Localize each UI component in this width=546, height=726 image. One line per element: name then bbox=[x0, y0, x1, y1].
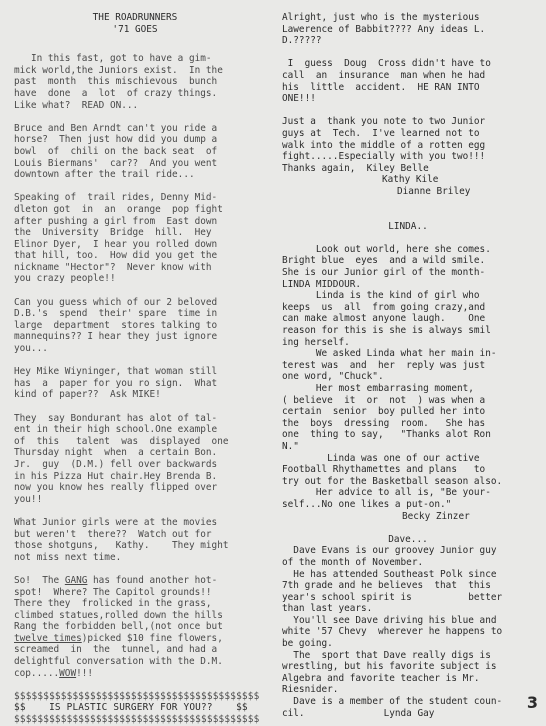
heading-subtitle: '71 GOES bbox=[112, 23, 158, 35]
paragraph-lawerence: Alright, just who is the mysterious Lawerence of Babbit???? Any ideas L. D.????? bbox=[282, 12, 486, 47]
signature-becky: Becky Zinzer bbox=[402, 510, 470, 522]
paragraph-thank-you: Just a thank you note to two Junior guys at Tech. I've learned not to walk into the middle of a rotten egg fight.....Especially with you two!!! Thanks again, Kiley Belle bbox=[282, 116, 486, 174]
paragraph-mannequins: Can you guess which of our 2 beloved D.B.'s spend their' spare time in large department stores talking to mannequins?? I hear they just ignore you... bbox=[14, 296, 218, 355]
paragraph-doug-cross: I guess Doug Cross didn't have to call an insurance man when he had his little accident. HE RAN INTO ONE!!! bbox=[282, 58, 491, 105]
paragraph-movies: What Junior girls were at the movies but weren't there?? Watch out for those shotguns, Kathy. They might not miss next time. bbox=[14, 516, 229, 563]
left-column bbox=[14, 12, 276, 726]
page-number: 3 bbox=[526, 693, 538, 712]
twelve-times-underlined: twelve times bbox=[14, 632, 82, 644]
paragraph-arndt: Bruce and Ben Arndt can't you ride a horse? Then just how did you dump a bowl of chili on the back seat of Louis Biermans' car?? And you went downtown after the trail ride... bbox=[14, 122, 218, 181]
gang-text-c: )picked $10 fine flowers, screamed in the tunnel, and had a delightful conversation with the D.M. cop..... bbox=[14, 632, 223, 679]
wow-underlined: WOW bbox=[59, 667, 77, 679]
heading-title: THE ROADRUNNERS bbox=[92, 12, 178, 23]
linda-article: Look out world, here she comes. Bright blue eyes and a wild smile. She is our Junior girl of the month- LINDA MIDDOUR. Linda is the kind of girl who keeps us all from going crazy,and can make almost anyone laugh. One reason for this is she is always smil ing herself. We asked Linda what her main in- terest was and her reply was just one word, "Chuck". Her most embarrasing moment, ( believe it or not ) was when a certain senior boy pulled her into the boys dressing room. She has one thing to say, "Thanks alot Ron N." Linda was one of our active Football Rhythamettes and plans to try out for the Basketball season also. Her advice to all is, "Be your- self...No one likes a put-on." bbox=[282, 243, 503, 510]
signature-dianne: Dianne Briley bbox=[397, 185, 471, 197]
gang-underlined: GANG bbox=[64, 574, 88, 586]
dollar-border-bottom: $$$$$$$$$$$$$$$$$$$$$$$$$$$$$$$$$$$$$$$$$$ bbox=[14, 714, 260, 726]
gang-text-a: So! The bbox=[14, 574, 65, 586]
linda-heading: LINDA.. bbox=[388, 220, 428, 232]
signature-kathy: Kathy Kile bbox=[382, 174, 439, 186]
paragraph-gang bbox=[14, 575, 276, 679]
paragraph-wiyninger: Hey Mike Wiyninger, that woman still has a paper for you ro sign. What kind of paper?? Ask MIKE! bbox=[14, 366, 218, 401]
gang-text-d: !!! bbox=[76, 667, 94, 679]
dollar-border-top: $$$$$$$$$$$$$$$$$$$$$$$$$$$$$$$$$$$$$$$$$$ bbox=[14, 690, 260, 702]
intro-paragraph: In this fast, got to have a gim- mick world,the Juniors exist. In the past month this mischievous bunch have done a lot of crazy things. Like what? READ ON... bbox=[14, 53, 223, 111]
spacer bbox=[282, 198, 534, 210]
dave-heading: Dave... bbox=[388, 533, 428, 545]
plastic-surgery-line: $$ IS PLASTIC SURGERY FOR YOU?? $$ bbox=[14, 702, 248, 714]
paragraph-bondurant: They say Bondurant has alot of tal- ent in their high school.One example of this talent was displayed one Thursday night when a certain Bon. Jr. guy (D.M.) fell over backwards in his Pizza Hut chair.Hey Brenda B. now you know hes really flipped over you!! bbox=[14, 412, 229, 505]
right-column bbox=[282, 12, 534, 719]
column-heading bbox=[0, 12, 276, 35]
gang-text-b: has found another hot- spot! Where? The Capitol grounds!! There they frolicked in the grass, climbed statues,rolled down the hills Rang the forbidden bell,(not once but bbox=[14, 574, 223, 633]
paragraph-trail-rides: Speaking of trail rides, Denny Mid- dleton got in an orange pop fight after pushing a girl from East down the University Bridge hill. Hey Elinor Dyer, I hear you rolled down that hill, too. How did you get the nickname "Hector"? Never know with you crazy people!! bbox=[14, 192, 223, 285]
spacer bbox=[282, 209, 534, 221]
dave-article: Dave Evans is our groovey Junior guy of the month of November. He has attended Southeast Polk since 7th grade and he believes that this year's school spirit is better than last years. You'll see Dave driving his blue and white '57 Chevy wherever he happens to be going. The sport that Dave really digs is wrestling, but his favorite subject is Algebra and favorite teacher is Mr. Riesnider. Dave is a member of the student coun- cil. Lynda Gay bbox=[282, 545, 503, 719]
spacer bbox=[282, 232, 534, 244]
